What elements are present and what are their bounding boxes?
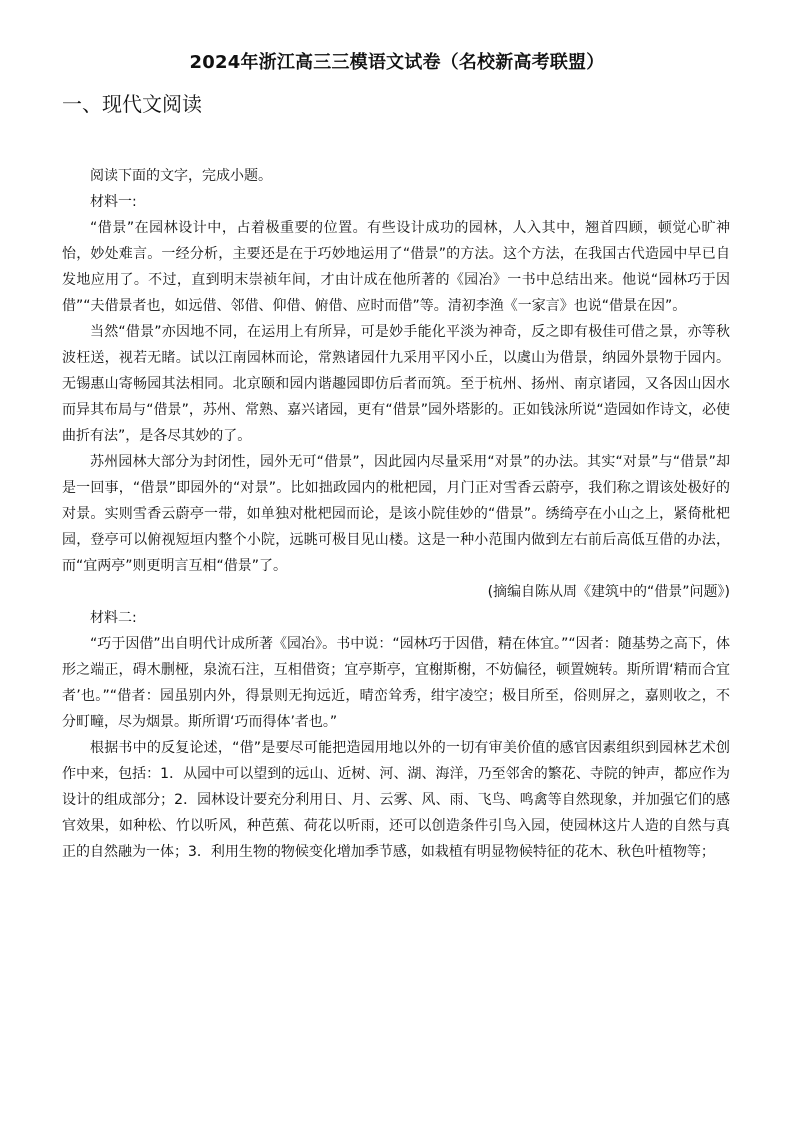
material1-paragraph: 苏州园林大部分为封闭性，园外无可“借景”，因此园内尽量采用“对景”的办法。其实“对景”与“借景”却是一回事，“借景”即园外的“对景”。比如拙政园内的枇杷园，月门正对雪香云蔚亭，我们称之谓该处极好的对景。实则雪香云蔚亭一带，如单独对枇杷园而论，是该小院佳妙的“借景”。绣绮亭在小山之上，紧倚枇杷园，登亭可以俯视短垣内整个小院，远眺可极目见山楼。这是一种小范围内做到左右前后高低互借的办法，而“宜两亭”则更明言互相“借景”了。 (62, 454, 730, 574)
material1-label: 材料一: (90, 194, 137, 210)
material2-paragraph: “巧于因借”出自明代计成所著《园冶》。书中说：“园林巧于因借，精在体宜。”“因者：随基势之高下，体形之端正，碍木删桠，泉流石注，互相借资；宜亭斯亭，宜榭斯榭，不妨偏径，顿置婉转。斯所谓‘精而合宜者’也。”“借者：园虽别内外，得景则无拘远近，晴峦耸秀，绀宇凌空；极目所至，俗则屏之，嘉则收之，不分町疃，尽为烟景。斯所谓‘巧而得体’者也。” (62, 636, 730, 730)
document-body (62, 163, 730, 865)
document-title: 2024年浙江高三三模语文试卷（名校新高考联盟） (189, 52, 605, 73)
material2-paragraph: 根据书中的反复论述，“借”是要尽可能把造园用地以外的一切有审美价值的感官因素组织到园林艺术创作中来，包括：1．从园中可以望到的远山、近树、河、湖、海洋，乃至邻舍的繁花、寺院的钟声，都应作为设计的组成部分；2．园林设计要充分利用日、月、云雾、风、雨、飞鸟、鸣禽等自然现象，并加强它们的感官效果，如种松、竹以听风，种芭蕉、荷花以听雨，还可以创造条件引鸟入园，使园林这片人造的自然与真正的自然融为一体；3．利用生物的物候变化增加季节感，如栽植有明显物候特征的花木、秋色叶植物等； (62, 740, 730, 860)
material1-paragraph: 当然“借景”亦因地不同，在运用上有所异，可是妙手能化平淡为神奇，反之即有极佳可借之景，亦等秋波枉送，视若无睹。试以江南园林而论，常熟诸园什九采用平冈小丘，以虞山为借景，纳园外景物于园内。无锡惠山寄畅园其法相同。北京颐和园内谐趣园即仿后者而筑。至于杭州、扬州、南京诸园，又各因山因水而异其布局与“借景”，苏州、常熟、嘉兴诸园，更有“借景”园外塔影的。正如钱泳所说“造园如作诗文，必使曲折有法”，是各尽其妙的了。 (62, 324, 730, 444)
material2-label: 材料二: (90, 610, 137, 626)
material1-source: (摘编自陈从周《建筑中的“借景”问题》) (487, 584, 730, 600)
material1-paragraph: “借景”在园林设计中，占着极重要的位置。有些设计成功的园林，人入其中，翘首四顾，顿觉心旷神怡，妙处难言。一经分析，主要还是在于巧妙地运用了“借景”的方法。这个方法，在我国古代造园中早已自发地应用了。不过，直到明末崇祯年间，才由计成在他所著的《园冶》一书中总结出来。他说“园林巧于因借”“夫借景者也，如远借、邻借、仰借、俯借、应时而借”等。清初李渔《一家言》也说“借景在因”。 (62, 220, 730, 314)
section-heading: 一、现代文阅读 (62, 92, 202, 116)
instruction-text: 阅读下面的文字，完成小题。 (90, 168, 272, 184)
